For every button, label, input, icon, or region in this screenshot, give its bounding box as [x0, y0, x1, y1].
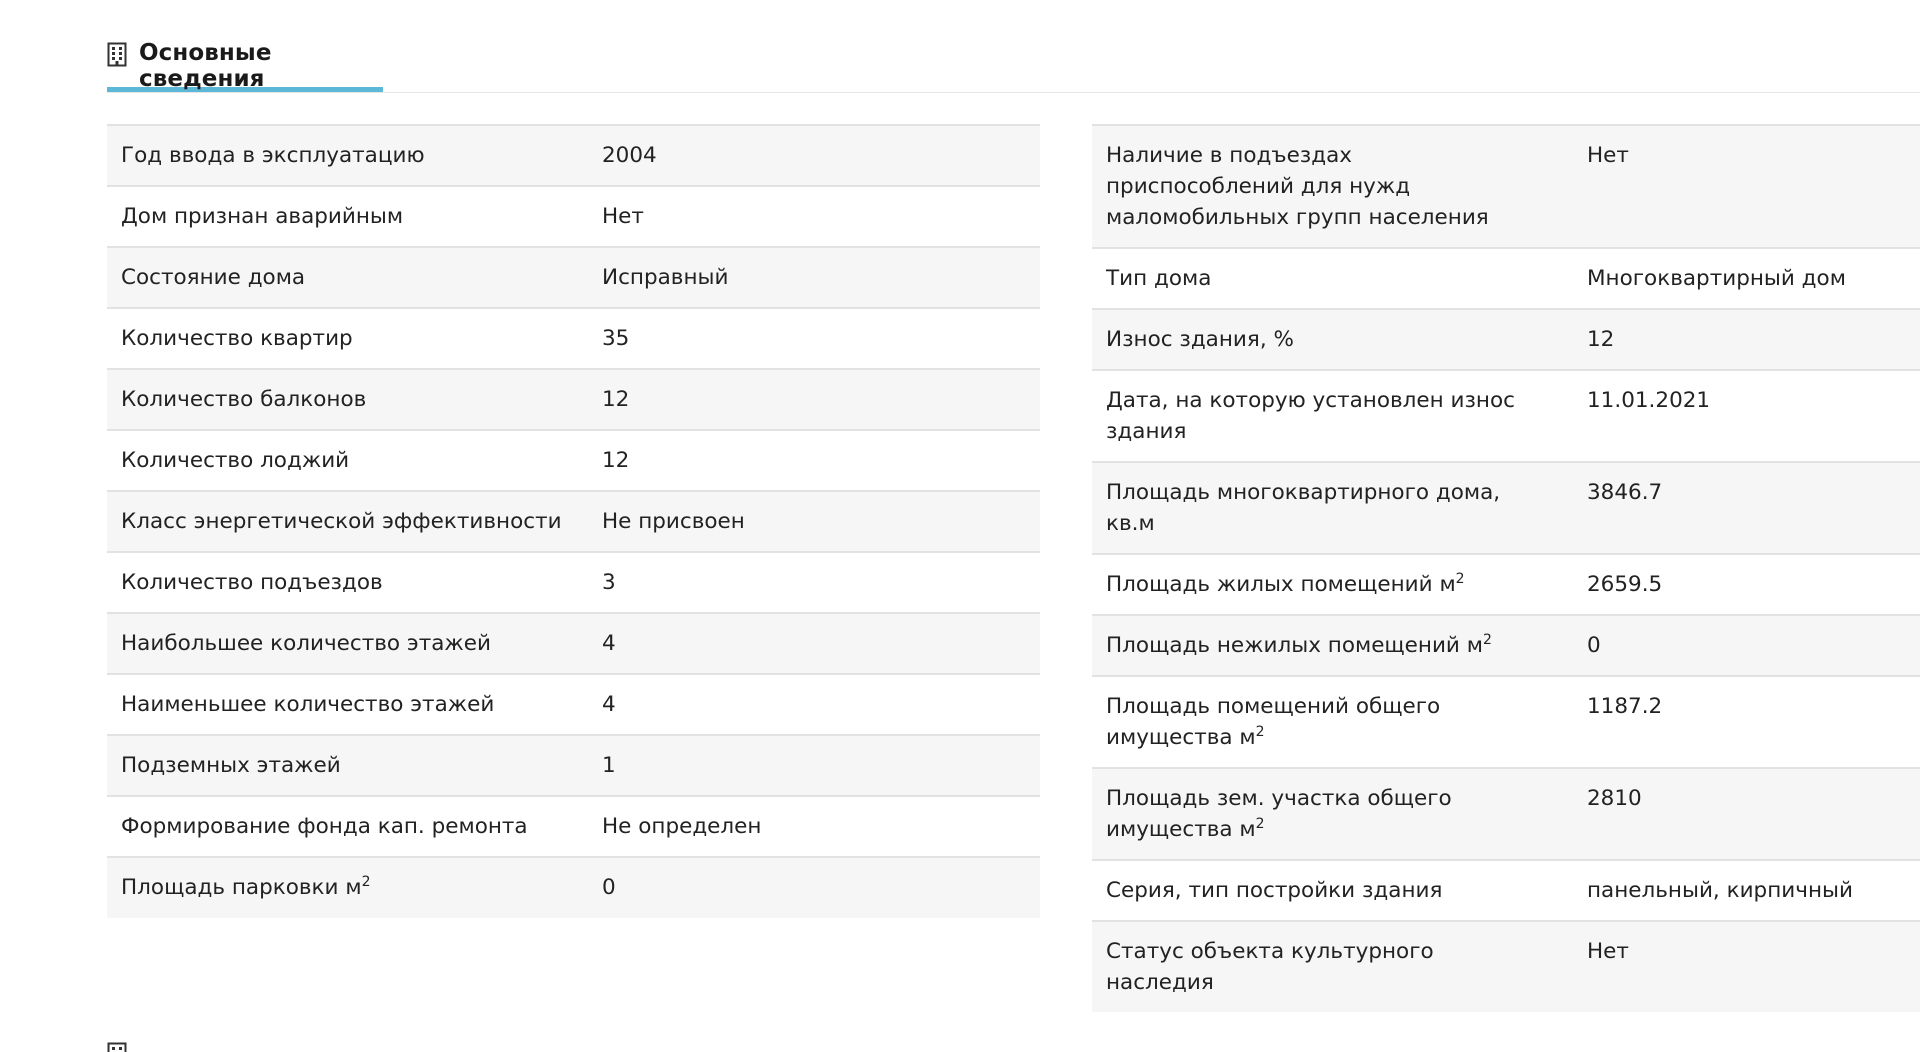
table-row	[1092, 861, 1920, 922]
row-value: Нет	[1587, 143, 1629, 168]
row-label-text: Износ здания, %	[1106, 327, 1294, 352]
row-value: 1	[602, 753, 616, 778]
table-row	[107, 431, 1040, 492]
row-value: 4	[602, 692, 616, 717]
unit-superscript: 2	[1255, 815, 1265, 832]
row-label-text: Количество лоджий	[121, 448, 350, 473]
table-row	[107, 736, 1040, 797]
row-value: 3846.7	[1587, 480, 1663, 505]
row-label	[107, 187, 588, 246]
row-label-text: Подземных этажей	[121, 753, 341, 778]
table-row	[1092, 371, 1920, 463]
table-row	[1092, 922, 1920, 1012]
table-row	[107, 187, 1040, 248]
row-value: Многоквартирный дом	[1587, 266, 1846, 291]
row-value: 3	[602, 570, 616, 595]
row-label-text: Площадь помещений общего имущества м	[1106, 694, 1441, 750]
row-value: Нет	[1587, 939, 1629, 964]
row-value: 12	[602, 448, 630, 473]
section-header	[107, 32, 1920, 93]
row-label	[1092, 371, 1573, 461]
table-row	[1092, 769, 1920, 861]
table-row	[1092, 126, 1920, 249]
tab-main-info[interactable]	[107, 32, 383, 92]
row-label-text: Наибольшее количество этажей	[121, 631, 491, 656]
row-label	[107, 309, 588, 368]
row-label	[1092, 922, 1573, 1012]
row-value: Не присвоен	[602, 509, 745, 534]
row-label-text: Дата, на которую установлен износ здания	[1106, 388, 1515, 444]
row-label	[1092, 310, 1573, 369]
row-value: панельный, кирпичный	[1587, 878, 1853, 903]
row-label	[1092, 555, 1573, 614]
section-title: Основные сведения	[139, 40, 272, 92]
row-value: 4	[602, 631, 616, 656]
row-label-text: Серия, тип постройки здания	[1106, 878, 1443, 903]
row-value: 2659.5	[1587, 572, 1663, 597]
table-row	[107, 858, 1040, 918]
row-label-text: Класс энергетической эффективности	[121, 509, 562, 534]
row-value: 12	[602, 387, 630, 412]
row-label-text: Площадь зем. участка общего имущества м	[1106, 786, 1452, 842]
table-row	[1092, 555, 1920, 616]
row-label-text: Состояние дома	[121, 265, 306, 290]
row-value: 1187.2	[1587, 694, 1663, 719]
row-label	[1092, 616, 1573, 675]
row-label	[107, 736, 588, 795]
row-label	[107, 675, 588, 734]
unit-superscript: 2	[361, 873, 371, 890]
row-value: 12	[1587, 327, 1615, 352]
row-label	[107, 492, 588, 551]
unit-superscript: 2	[1255, 723, 1265, 740]
table-row	[1092, 616, 1920, 677]
row-label-text: Тип дома	[1106, 266, 1212, 291]
row-value: Нет	[602, 204, 644, 229]
unit-superscript: 2	[1455, 570, 1465, 587]
row-label	[107, 126, 588, 185]
row-value: Исправный	[602, 265, 729, 290]
row-label-text: Площадь парковки м	[121, 875, 362, 900]
table-row	[107, 492, 1040, 553]
left-info-table	[107, 124, 1040, 918]
row-value: 0	[1587, 633, 1601, 658]
table-row	[107, 126, 1040, 187]
row-label-text: Наименьшее количество этажей	[121, 692, 495, 717]
row-label-text: Площадь многоквартирного дома, кв.м	[1106, 480, 1501, 536]
table-row	[107, 370, 1040, 431]
row-label	[107, 614, 588, 673]
row-label	[107, 553, 588, 612]
next-section-header	[107, 1042, 127, 1052]
row-label	[1092, 126, 1573, 247]
building-icon	[107, 1042, 127, 1052]
table-row	[1092, 677, 1920, 769]
table-row	[1092, 463, 1920, 555]
table-row	[107, 309, 1040, 370]
row-value: 11.01.2021	[1587, 388, 1711, 413]
table-row	[1092, 249, 1920, 310]
table-row	[107, 797, 1040, 858]
row-label-text: Количество подъездов	[121, 570, 383, 595]
row-label	[107, 248, 588, 307]
table-row	[107, 553, 1040, 614]
row-label	[107, 370, 588, 429]
row-label-text: Дом признан аварийным	[121, 204, 404, 229]
row-label-text: Статус объекта культурного наследия	[1106, 939, 1434, 995]
row-value: 2810	[1587, 786, 1642, 811]
row-label-text: Год ввода в эксплуатацию	[121, 143, 425, 168]
row-label	[1092, 769, 1573, 859]
row-label	[1092, 677, 1573, 767]
row-label	[1092, 463, 1573, 553]
table-row	[107, 248, 1040, 309]
unit-superscript: 2	[1482, 631, 1492, 648]
table-row	[107, 675, 1040, 736]
table-row	[1092, 310, 1920, 371]
row-label-text: Формирование фонда кап. ремонта	[121, 814, 528, 839]
row-label	[1092, 249, 1573, 308]
row-label-text: Количество квартир	[121, 326, 353, 351]
row-label-text: Количество балконов	[121, 387, 367, 412]
row-value: 35	[602, 326, 630, 351]
row-label-text: Площадь нежилых помещений м	[1106, 633, 1483, 658]
building-icon	[107, 42, 127, 67]
row-label-text: Площадь жилых помещений м	[1106, 572, 1456, 597]
row-label	[107, 858, 588, 918]
right-info-table	[1092, 124, 1920, 1012]
row-value: Не определен	[602, 814, 762, 839]
row-label	[107, 431, 588, 490]
row-label-text: Наличие в подъездах приспособлений для нужд маломобильных групп населения	[1106, 143, 1489, 230]
row-label	[107, 797, 588, 856]
row-value: 0	[602, 875, 616, 900]
row-label	[1092, 861, 1573, 920]
table-row	[107, 614, 1040, 675]
row-value: 2004	[602, 143, 657, 168]
